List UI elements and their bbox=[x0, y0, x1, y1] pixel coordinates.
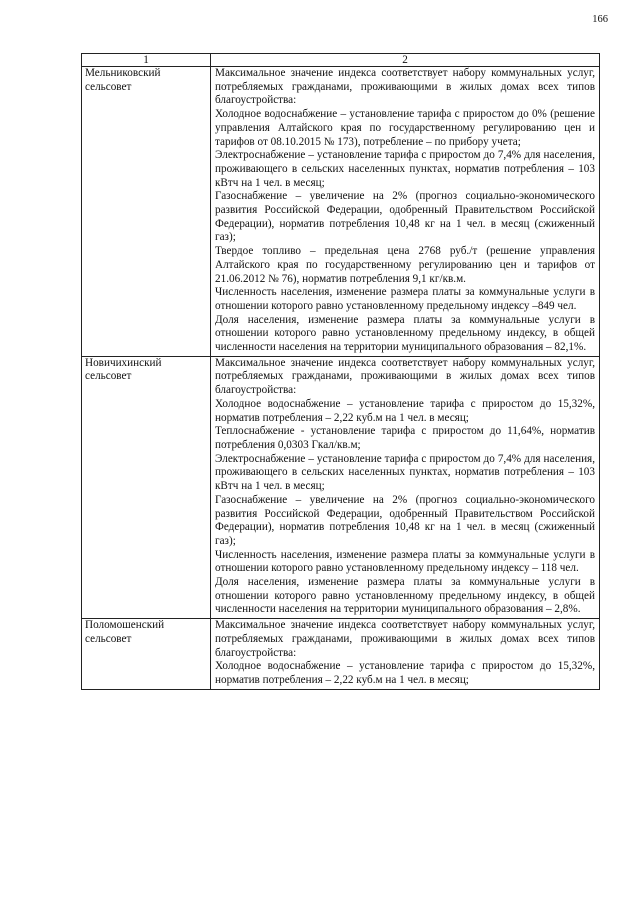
municipality-description bbox=[211, 356, 600, 618]
page-number: 166 bbox=[592, 14, 608, 25]
municipality-name: Новичихинский сельсовет bbox=[82, 356, 211, 618]
paragraph: Доля населения, изменение размера платы за коммунальные услуги в отношении которого равно установленному предельному индексу, в общей численности населения на территории муниципального образования – 2,8%. bbox=[215, 576, 595, 616]
column-header-1: 1 bbox=[82, 54, 211, 67]
paragraph: Газоснабжение – увеличение на 2% (прогноз социально-экономического развития Российской Федерации, одобренный Правительством Российской Федерации), норматив потребления 10,48 кг на 1 чел. в месяц (сжиженный газ); bbox=[215, 493, 595, 547]
paragraph: Холодное водоснабжение – установление тарифа с приростом до 15,32%, норматив потребления – 2,22 куб.м на 1 чел. в месяц; bbox=[215, 660, 595, 686]
paragraph: Холодное водоснабжение – установление тарифа с приростом до 0% (решение управления Алтайского края по государственному регулированию цен и тарифов от 08.10.2015 № 173), потребление – по прибору учета; bbox=[215, 108, 595, 148]
table-row bbox=[82, 619, 600, 690]
table-row bbox=[82, 67, 600, 357]
paragraph: Твердое топливо – предельная цена 2768 руб./т (решение управления Алтайского края по государственному регулированию цен и тарифов от 21.06.2012 № 76), норматив потребления 9,1 кг/кв.м. bbox=[215, 245, 595, 285]
municipality-description bbox=[211, 619, 600, 690]
municipality-name: Мельниковский сельсовет bbox=[82, 67, 211, 357]
paragraph: Холодное водоснабжение – установление тарифа с приростом до 15,32%, норматив потребления – 2,22 куб.м на 1 чел. в месяц; bbox=[215, 397, 595, 424]
paragraph: Максимальное значение индекса соответствует набору коммунальных услуг, потребляемых гражданами, проживающими в жилых домах всех типов благоустройства: bbox=[215, 356, 595, 397]
municipality-description bbox=[211, 67, 600, 357]
table-row bbox=[82, 356, 600, 618]
municipality-name: Поломошенский сельсовет bbox=[82, 619, 211, 690]
paragraph: Максимальное значение индекса соответствует набору коммунальных услуг, потребляемых гражданами, проживающими в жилых домах всех типов благоустройства: bbox=[215, 67, 595, 107]
column-header-2: 2 bbox=[211, 54, 600, 67]
paragraph: Доля населения, изменение размера платы за коммунальные услуги в отношении которого равно установленному предельному индексу, в общей численности населения на территории муниципального образования – 82,1%. bbox=[215, 313, 595, 354]
tariff-table bbox=[81, 53, 600, 690]
paragraph: Численность населения, изменение размера платы за коммунальные услуги в отношении которого равно установленному предельному индексу –849 чел. bbox=[215, 286, 595, 312]
paragraph: Электроснабжение – установление тарифа с приростом до 7,4% для населения, проживающего в сельских населенных пунктах, норматив потребления – 103 кВтч на 1 чел. в месяц; bbox=[215, 149, 595, 189]
paragraph: Электроснабжение – установление тарифа с приростом до 7,4% для населения, проживающего в сельских населенных пунктах, норматив потребления – 103 кВтч на 1 чел. в месяц; bbox=[215, 452, 595, 493]
paragraph: Газоснабжение – увеличение на 2% (прогноз социально-экономического развития Российской Федерации, одобренный Правительством Российской Федерации), норматив потребления 10,48 кг на 1 чел. в месяц (сжиженный газ); bbox=[215, 190, 595, 244]
table-header-row bbox=[82, 54, 600, 67]
paragraph: Численность населения, изменение размера платы за коммунальные услуги в отношении которого равно установленному предельному индексу – 118 чел. bbox=[215, 548, 595, 575]
paragraph: Теплоснабжение - установление тарифа с приростом до 11,64%, норматив потребления 0,0303 Гкал/кв.м; bbox=[215, 425, 595, 451]
paragraph: Максимальное значение индекса соответствует набору коммунальных услуг, потребляемых гражданами, проживающими в жилых домах всех типов благоустройства: bbox=[215, 619, 595, 659]
